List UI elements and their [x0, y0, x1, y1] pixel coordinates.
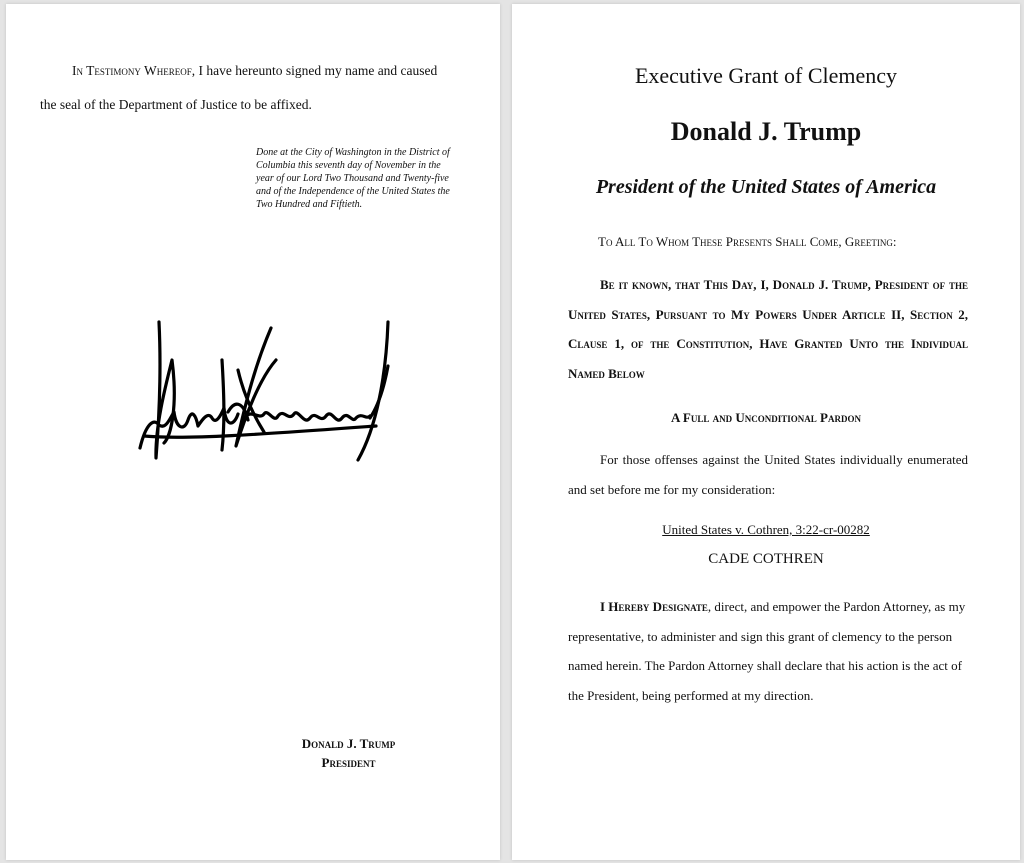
designate-text: , direct, and empower the Pardon Attorney, as my representative, to administer and sign this grant of clemency to the person named herein. The Pardon Attorney shall declare that his action is the act of the President, being performed at my direction.	[568, 599, 966, 703]
done-at-note: Done at the City of Washington in the District of Columbia this seventh day of November in the year of our Lord Two Thousand and Twenty-five and of the Independence of the United States the Two Hundred and Fiftieth.	[256, 147, 450, 210]
testimony-paragraph	[40, 54, 444, 122]
signatory-name: Donald J. Trump	[301, 736, 396, 751]
greeting: To All To Whom These Presents Shall Come, Greeting:	[598, 234, 897, 249]
case-reference: United States v. Cothren, 3:22-cr-00282	[662, 522, 870, 537]
right-page	[512, 4, 1020, 860]
designate-lead: I Hereby Designate	[600, 599, 708, 614]
grant-title: Executive Grant of Clemency	[634, 63, 898, 88]
testimony-lead: In Testimony Whereof	[72, 63, 192, 78]
signature-image	[126, 308, 396, 468]
offenses-paragraph	[568, 445, 968, 505]
designate-paragraph	[568, 592, 968, 710]
signatory-title: President	[321, 755, 376, 770]
defendant-name: CADE COTHREN	[708, 551, 824, 567]
grantor-name: Donald J. Trump	[670, 117, 862, 146]
grantor-office: President of the United States of America	[595, 176, 937, 198]
left-page	[6, 4, 500, 860]
testimony-text: , I have hereunto signed my name and caused the seal of the Department of Justice to be affixed.	[40, 63, 438, 112]
be-it-known-paragraph	[568, 270, 968, 388]
be-it-known-text: Be it known, that This Day, I, Donald J. Trump, President of the United States, Pursuant to My Powers Under Article II, Section 2, Clause 1, of the Constitution, Have Granted Unto the Individual Named Below	[568, 277, 968, 381]
offenses-text: For those offenses against the United States individually enumerated and set before me for my consideration:	[568, 452, 968, 497]
pardon-heading: A Full and Unconditional Pardon	[671, 410, 861, 425]
